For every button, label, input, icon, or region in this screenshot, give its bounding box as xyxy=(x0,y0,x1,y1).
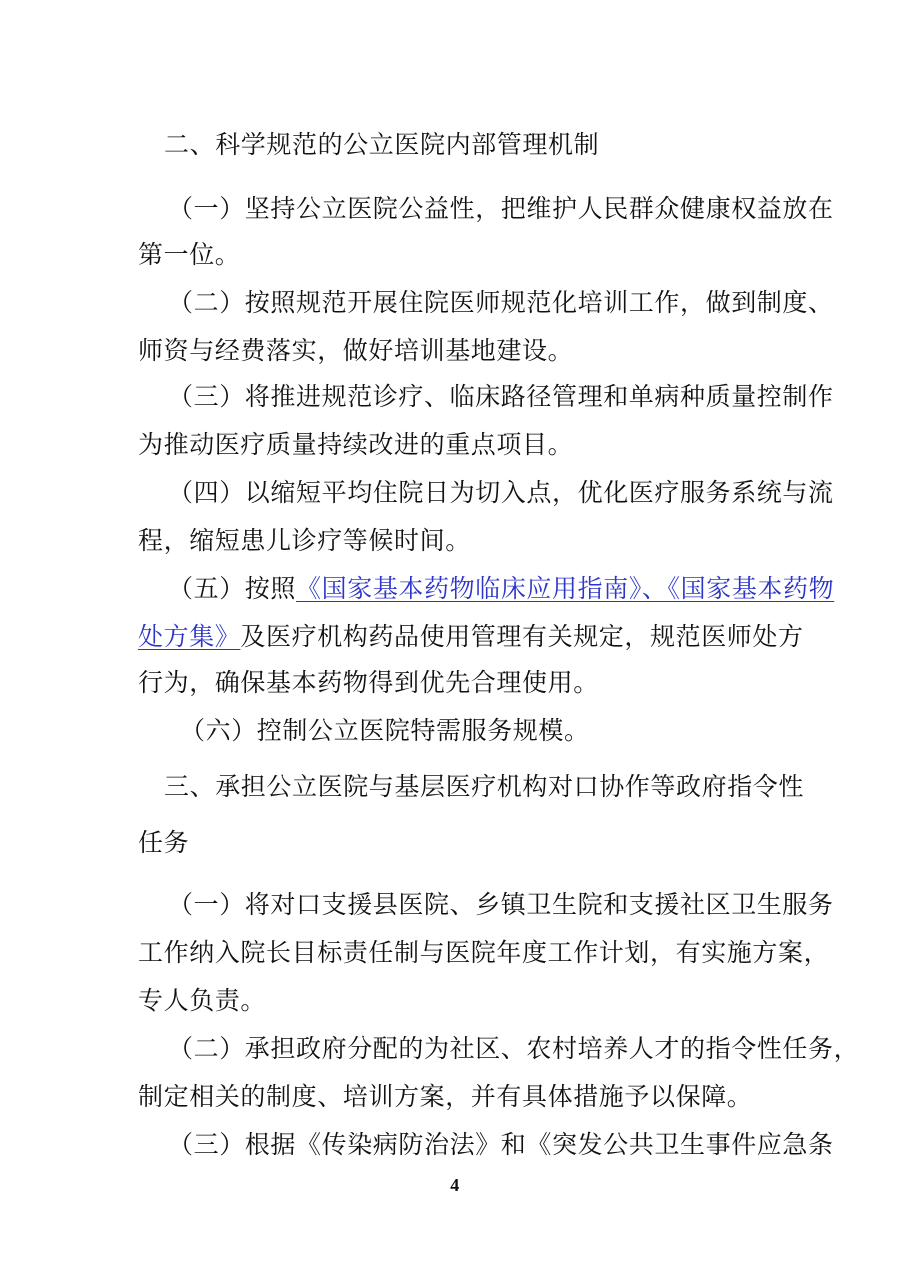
s3-item-1-line-1: （一）将对口支援县医院、乡镇卫生院和支援社区卫生服务 xyxy=(168,890,834,919)
s3-item-1-line-2: 工作纳入院长目标责任制与医院年度工作计划，有实施方案， xyxy=(138,938,830,967)
s2-item-1-line-1: （一）坚持公立医院公益性，把维护人民群众健康权益放在 xyxy=(168,194,834,223)
s2-item-6-line-1: （六）控制公立医院特需服务规模。 xyxy=(180,716,590,745)
section-3-heading-line-1: 三、承担公立医院与基层医疗机构对口协作等政府指令性 xyxy=(164,772,805,801)
s2-item-4-line-2: 程，缩短患儿诊疗等候时间。 xyxy=(138,526,471,555)
s3-item-3-line-1: （三）根据《传染病防治法》和《突发公共卫生事件应急条 xyxy=(168,1130,834,1159)
s2-item-3-line-2: 为推动医疗质量持续改进的重点项目。 xyxy=(138,430,574,459)
page-number: 4 xyxy=(450,1175,460,1195)
s2-item-4-line-1: （四）以缩短平均住院日为切入点，优化医疗服务系统与流 xyxy=(168,478,834,507)
s3-item-2-line-1: （二）承担政府分配的为社区、农村培养人才的指令性任务， xyxy=(168,1034,860,1063)
section-3-heading-line-2: 任务 xyxy=(138,828,190,857)
prescription-collection-link[interactable]: 处方集》 xyxy=(138,622,241,651)
section-2-heading: 二、科学规范的公立医院内部管理机制 xyxy=(164,130,600,159)
s2-item-2-line-1: （二）按照规范开展住院医师规范化培训工作，做到制度、 xyxy=(168,288,834,317)
s2-item-5-prefix: （五）按照 xyxy=(168,574,297,603)
s2-item-5-line-2 xyxy=(138,620,804,654)
drug-guide-link[interactable]: 《国家基本药物临床应用指南》、《国家基本药物 xyxy=(296,574,835,603)
s2-item-5-line-1 xyxy=(168,572,834,606)
s2-item-1-line-2: 第一位。 xyxy=(138,240,241,269)
s2-item-2-line-2: 师资与经费落实，做好培训基地建设。 xyxy=(138,336,574,365)
s2-item-5-line-3: 行为，确保基本药物得到优先合理使用。 xyxy=(138,668,599,697)
s2-item-5-suffix: 及医疗机构药品使用管理有关规定，规范医师处方 xyxy=(240,622,804,651)
s3-item-2-line-2: 制定相关的制度、培训方案，并有具体措施予以保障。 xyxy=(138,1082,753,1111)
s3-item-1-line-3: 专人负责。 xyxy=(138,986,267,1015)
s2-item-3-line-1: （三）将推进规范诊疗、临床路径管理和单病种质量控制作 xyxy=(168,382,834,411)
